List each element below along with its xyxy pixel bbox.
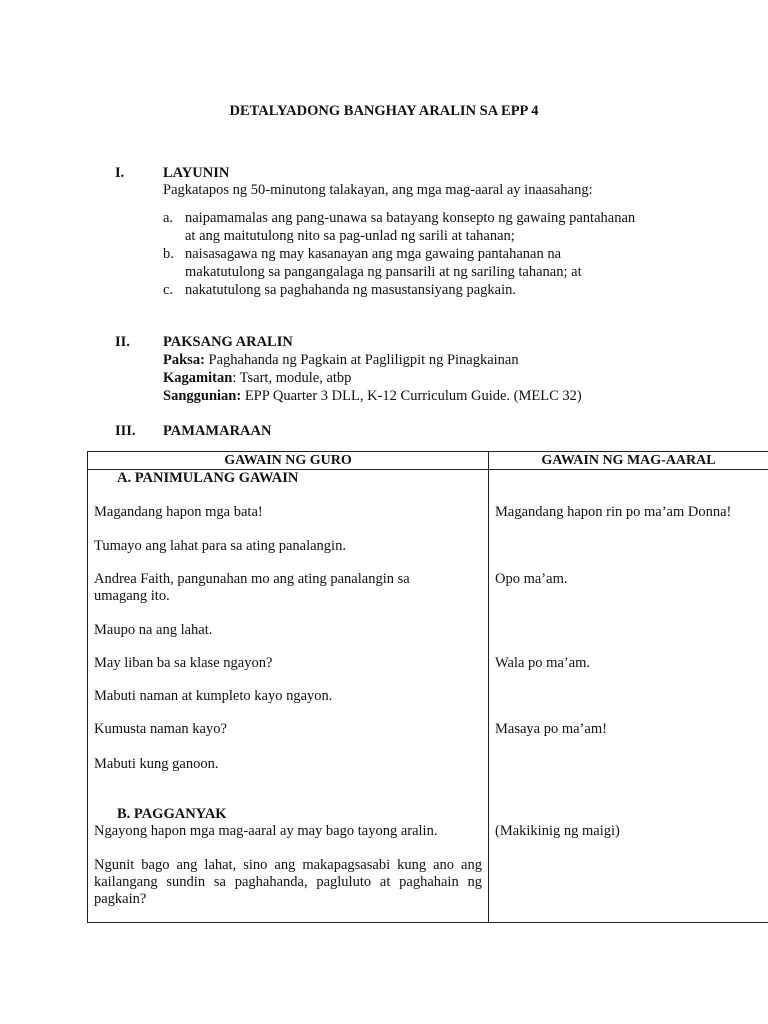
teacher-column-cell (88, 470, 489, 923)
teacher-line: Mabuti kung ganoon. (94, 756, 219, 772)
objective-item (163, 245, 723, 281)
column-header-student: GAWAIN NG MAG-AARAL (489, 452, 768, 470)
teacher-line: Ngayong hapon mga mag-aaral ay may bago tayong aralin. (94, 823, 438, 839)
objective-item (163, 209, 723, 245)
section-number-3: III. (115, 423, 136, 439)
student-line: (Makikinig ng maigi) (495, 823, 620, 839)
objective-text (185, 281, 705, 299)
section-b-heading: B. PAGGANYAK (117, 806, 227, 822)
activities-table (87, 451, 768, 923)
objective-text (185, 209, 705, 245)
teacher-line: Magandang hapon mga bata! (94, 504, 263, 520)
kagamitan-line (163, 370, 351, 387)
student-column-cell (489, 470, 768, 923)
objective-label: b. (163, 246, 174, 262)
sanggunian-line (163, 388, 582, 405)
student-line: Magandang hapon rin po ma’am Donna! (495, 504, 732, 520)
objective-line: makatutulong sa pangangalaga ng pansarili at ng sariling tahanan; at (185, 264, 582, 280)
section-number-2: II. (115, 334, 130, 350)
objective-line: nakatutulong sa paghahanda ng masustansiyang pagkain. (185, 282, 517, 298)
table-header-row (88, 452, 768, 470)
paksa-line (163, 352, 519, 369)
teacher-line: Andrea Faith, pangunahan mo ang ating panalangin sa (94, 571, 410, 587)
teacher-line: kailangang sundin sa paghahanda, pagluluto at paghahain ng (94, 874, 482, 890)
section-number-1: I. (115, 165, 125, 181)
section-a-heading: A. PANIMULANG GAWAIN (117, 470, 299, 486)
student-line: Wala po ma’am. (495, 655, 591, 671)
student-line: Opo ma’am. (495, 571, 568, 587)
section-heading-paksang-aralin: PAKSANG ARALIN (163, 334, 293, 350)
paksa-value: Paghahanda ng Pagkain at Pagliligpit ng Pinagkainan (204, 352, 519, 368)
document-title: DETALYADONG BANGHAY ARALIN SA EPP 4 (229, 103, 539, 119)
layunin-intro: Pagkatapos ng 50-minutong talakayan, ang mga mag-aaral ay inaasahang: (163, 182, 593, 198)
teacher-line: umagang ito. (94, 588, 170, 604)
teacher-line: May liban ba sa klase ngayon? (94, 655, 273, 671)
column-header-teacher: GAWAIN NG GURO (88, 452, 489, 470)
objective-item (163, 281, 723, 299)
paksa-label: Paksa: (163, 352, 205, 368)
objective-line: naipamamalas ang pang-unawa sa batayang konsepto ng gawaing pantahanan (185, 210, 636, 226)
objective-line: naisasagawa ng may kasanayan ang mga gawaing pantahanan na (185, 246, 562, 262)
teacher-line: Tumayo ang lahat para sa ating panalangin. (94, 538, 346, 554)
objective-line: at ang maitutulong nito sa pag-unlad ng sarili at tahanan; (185, 228, 515, 244)
teacher-line: Mabuti naman at kumpleto kayo ngayon. (94, 688, 333, 704)
kagamitan-label: Kagamitan (163, 370, 233, 386)
teacher-line: pagkain? (94, 891, 147, 907)
section-heading-pamamaraan: PAMAMARAAN (163, 423, 272, 439)
sanggunian-label: Sanggunian: (163, 388, 242, 404)
section-heading-layunin: LAYUNIN (163, 165, 230, 181)
teacher-line: Ngunit bago ang lahat, sino ang makapagsasabi kung ano ang (94, 857, 482, 873)
objective-label: a. (163, 210, 174, 226)
table-row (88, 470, 768, 923)
student-line: Masaya po ma’am! (495, 721, 607, 737)
teacher-line: Kumusta naman kayo? (94, 721, 227, 737)
teacher-line: Maupo na ang lahat. (94, 622, 213, 638)
objective-label: c. (163, 282, 174, 298)
objective-text (185, 245, 705, 281)
sanggunian-value: EPP Quarter 3 DLL, K-12 Curriculum Guide. (MELC 32) (241, 388, 582, 404)
kagamitan-value: : Tsart, module, atbp (232, 370, 352, 386)
